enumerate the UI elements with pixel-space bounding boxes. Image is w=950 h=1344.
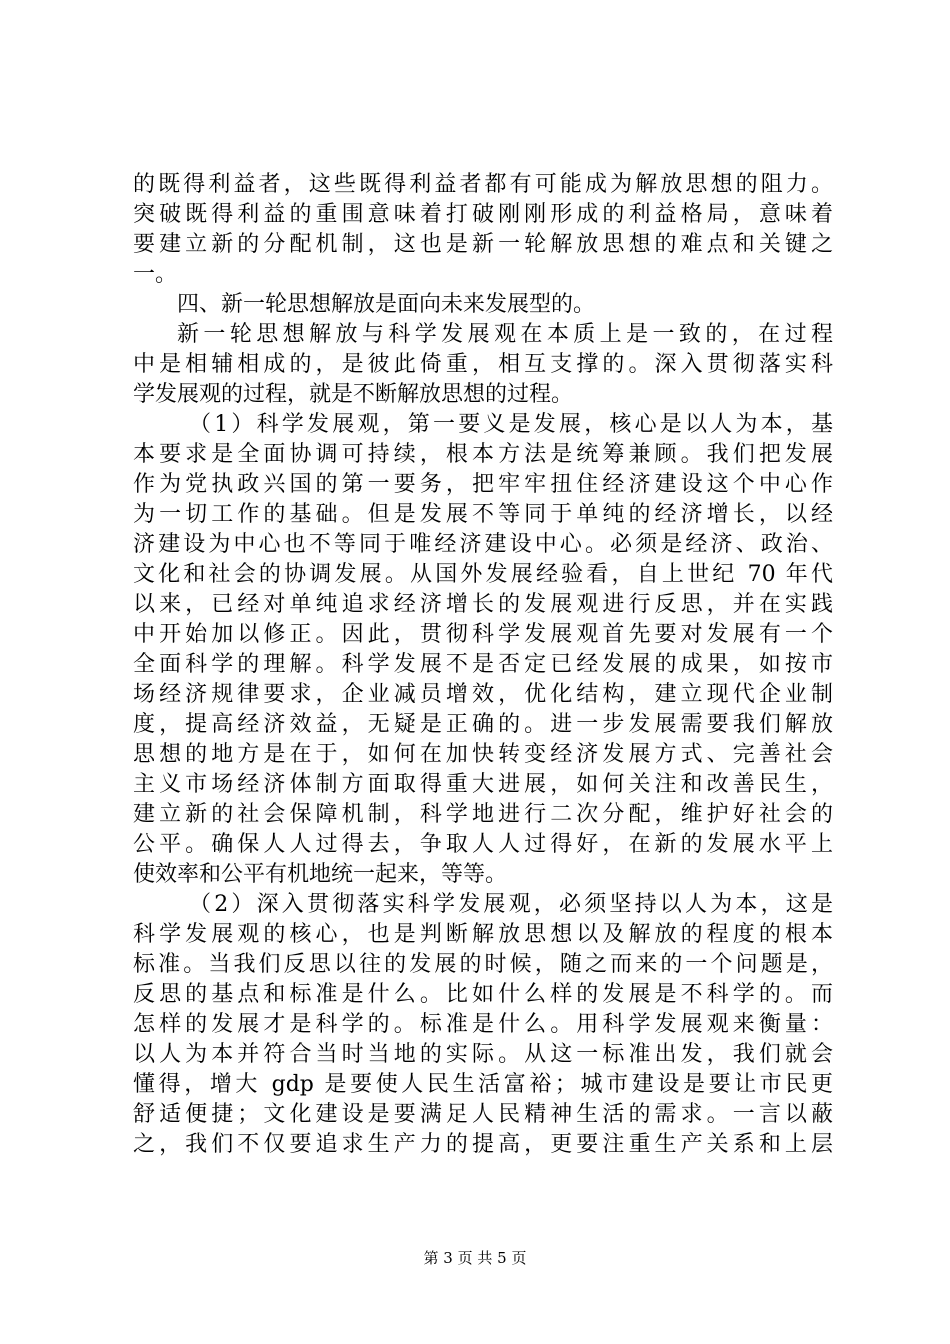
text-line: 使效率和公平有机地统一起来，等等。 <box>133 862 508 887</box>
text-line: 舒适便捷；文化建设是要满足人民精神生活的需求。一言以蔽 <box>133 1102 833 1127</box>
text-line: 作为党执政兴国的第一要务，把牢牢扭住经济建设这个中心作 <box>133 472 833 497</box>
text-line: 以来，已经对单纯追求经济增长的发展观进行反思，并在实践 <box>133 592 833 617</box>
text-line: 建立新的社会保障机制，科学地进行二次分配，维护好社会的 <box>133 802 833 827</box>
text-line: （2）深入贯彻落实科学发展观，必须坚持以人为本，这是 <box>189 892 833 917</box>
text-line: 四、新一轮思想解放是面向未来发展型的。 <box>177 292 596 317</box>
document-body <box>133 170 833 1160</box>
text-line: 科学发展观的核心，也是判断解放思想以及解放的程度的根本 <box>133 922 833 947</box>
text-line: 思想的地方是在于，如何在加快转变经济发展方式、完善社会 <box>133 742 833 767</box>
text-line: 全面科学的理解。科学发展不是否定已经发展的成果，如按市 <box>133 652 833 677</box>
text-line: （1）科学发展观，第一要义是发展，核心是以人为本，基 <box>189 412 833 437</box>
text-line: 主义市场经济体制方面取得重大进展，如何关注和改善民生， <box>133 772 833 797</box>
text-line: 反思的基点和标准是什么。比如什么样的发展是不科学的。而 <box>133 982 833 1007</box>
text-line: 新一轮思想解放与科学发展观在本质上是一致的，在过程 <box>177 322 833 347</box>
text-line: 的既得利益者，这些既得利益者都有可能成为解放思想的阻力。 <box>133 172 833 197</box>
text-line: 济建设为中心也不等同于唯经济建设中心。必须是经济、政治、 <box>133 532 833 557</box>
text-line: 懂得，增大 gdp 是要使人民生活富裕；城市建设是要让市民更 <box>133 1072 833 1097</box>
text-line: 为一切工作的基础。但是发展不等同于单纯的经济增长，以经 <box>133 502 833 527</box>
text-line: 要建立新的分配机制，这也是新一轮解放思想的难点和关键之 <box>133 232 833 257</box>
text-line: 公平。确保人人过得去，争取人人过得好，在新的发展水平上 <box>133 832 833 857</box>
text-line: 学发展观的过程，就是不断解放思想的过程。 <box>133 382 574 407</box>
text-line: 之，我们不仅要追求生产力的提高，更要注重生产关系和上层 <box>133 1132 833 1157</box>
text-line: 标准。当我们反思以往的发展的时候，随之而来的一个问题是， <box>133 952 833 977</box>
text-line: 中是相辅相成的，是彼此倚重，相互支撑的。深入贯彻落实科 <box>133 352 833 377</box>
text-line: 突破既得利益的重围意味着打破刚刚形成的利益格局，意味着 <box>133 202 833 227</box>
text-line: 怎样的发展才是科学的。标准是什么。用科学发展观来衡量： <box>133 1012 833 1037</box>
text-line: 本要求是全面协调可持续，根本方法是统筹兼顾。我们把发展 <box>133 442 833 467</box>
text-line: 文化和社会的协调发展。从国外发展经验看，自上世纪 70 年代 <box>133 562 833 587</box>
page-footer: 第 3 页 共 5 页 <box>423 1249 527 1267</box>
text-line: 以人为本并符合当时当地的实际。从这一标准出发，我们就会 <box>133 1042 833 1067</box>
text-line: 中开始加以修正。因此，贯彻科学发展观首先要对发展有一个 <box>133 622 833 647</box>
text-line: 度，提高经济效益，无疑是正确的。进一步发展需要我们解放 <box>133 712 833 737</box>
text-line: 一。 <box>133 262 178 287</box>
text-line: 场经济规律要求，企业减员增效，优化结构，建立现代企业制 <box>133 682 833 707</box>
